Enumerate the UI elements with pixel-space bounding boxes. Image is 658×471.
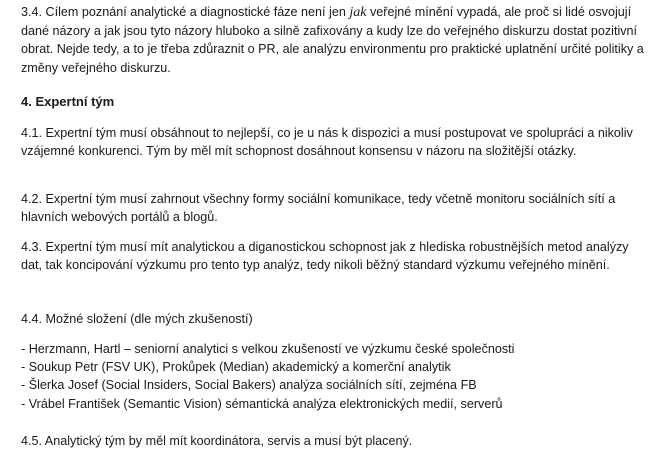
list-item: - Soukup Petr (FSV UK), Prokůpek (Median) akademický a komerční analytik	[21, 360, 451, 375]
list-item: - Šlerka Josef (Social Insiders, Social Bakers) analýza sociálních sítí, zejména FB	[21, 378, 477, 393]
heading-expert-team: 4. Expertní tým	[21, 94, 115, 109]
paragraph-4-3: 4.3. Expertní tým musí mít analytickou a diganostickou schopnost jak z hlediska robustnějších metod analýzy dat, tak koncipování výzkumu pro tento typ analýz, tedy nikoli běžný standard výzkumu veřejného mínění.	[21, 240, 629, 273]
paragraph-4-5: 4.5. Analytický tým by měl mít koordinátora, servis a musí být placený.	[21, 434, 413, 448]
paragraph-4-1: 4.1. Expertní tým musí obsáhnout to nejlepší, co je u nás k dispozici a musí postupovat ve spolupráci a nikoliv vzájemné konkurenci. Tým by měl mít schopnost dosáhnout konsensu v názoru na složitější otázky.	[21, 126, 633, 159]
paragraph-3-4	[21, 3, 646, 77]
paragraph-4-2: 4.2. Expertní tým musí zahrnout všechny formy sociální komunikace, tedy včetně monitoru sociálních sítí a hlavních webových portálů a blogů.	[21, 192, 616, 225]
paragraph-4-4: 4.4. Možné složení (dle mých zkušeností)	[21, 312, 253, 326]
emphasis-jak: jak	[349, 5, 367, 20]
paragraph-3-4-end: veřejné mínění vypadá, ale proč si lidé osvojují dané názory a jak jsou tyto názory hluboko a silně zafixovány a kudy lze do veřejného diskurzu dostat pozitivní obrat. Nejde tedy, a to je třeba zdůraznit o PR, ale analýzu environmentu pro praktické uplatnění určité politiky a změny veřejného diskurzu.	[21, 5, 644, 75]
list-item: - Herzmann, Hartl – seniorní analytici s velkou zkušeností ve výzkumu české společnosti	[21, 342, 515, 356]
paragraph-3-4-start: 3.4. Cílem poznání analytické a diagnostické fáze není jen	[21, 5, 350, 19]
list-item: - Vrábel František (Semantic Vision) sémantická analýza elektronických medií, serverů	[21, 396, 503, 411]
member-list	[21, 340, 646, 413]
